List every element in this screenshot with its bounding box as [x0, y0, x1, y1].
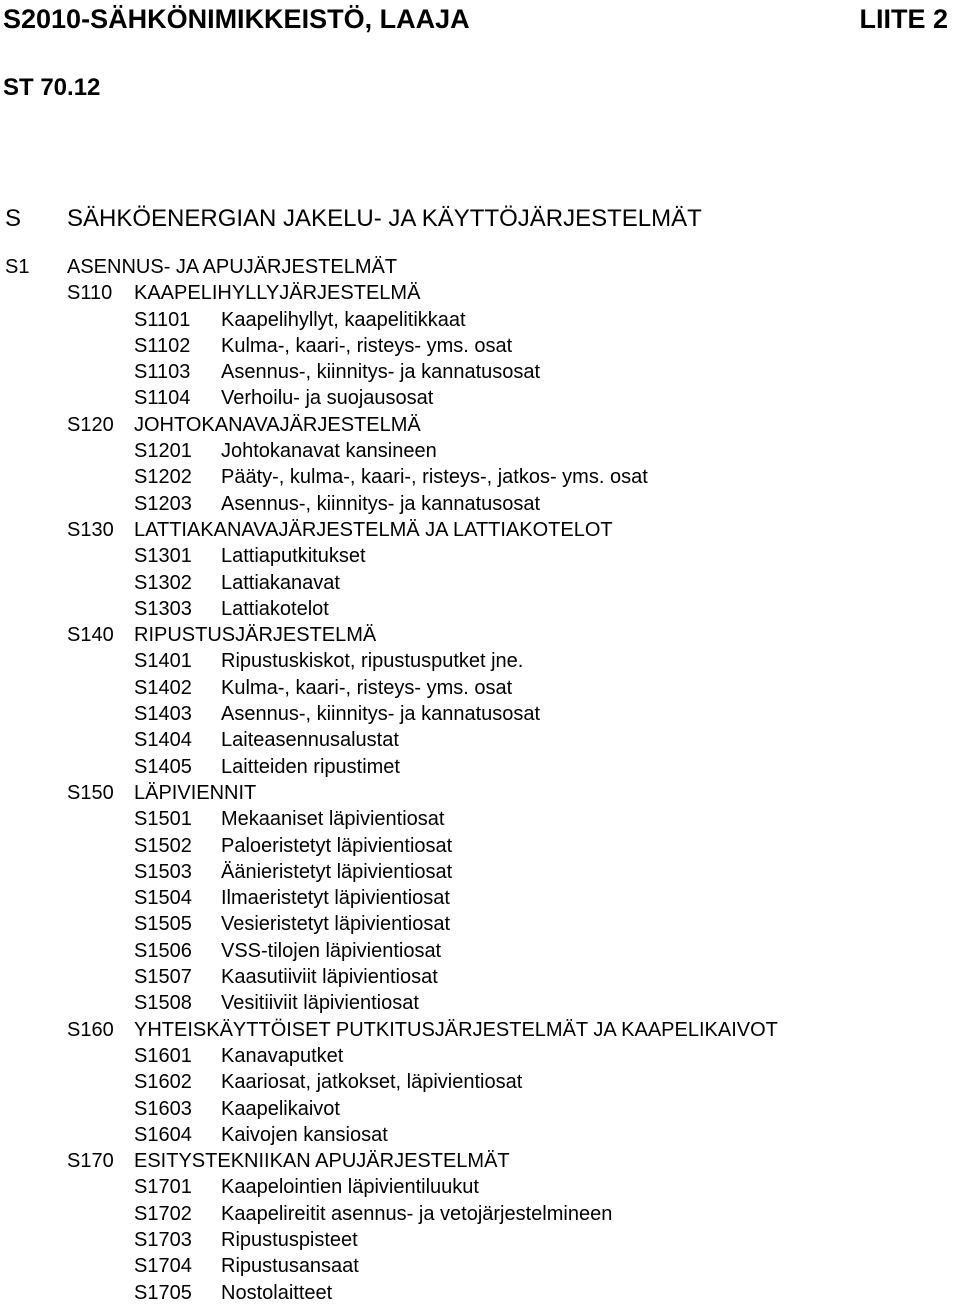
item-row	[0, 359, 960, 385]
item-label: LATTIAKANAVAJÄRJESTELMÄ JA LATTIAKOTELOT	[134, 518, 613, 541]
item-label: Kaapelihyllyt, kaapelitikkaat	[221, 308, 466, 331]
item-code: S1504	[134, 887, 192, 910]
item-row	[0, 754, 960, 780]
item-label: YHTEISKÄYTTÖISET PUTKITUSJÄRJESTELMÄT JA KAAPELIKAIVOT	[134, 1018, 778, 1041]
item-label: Äänieristetyt läpivientiosat	[221, 860, 453, 883]
item-code: S1604	[134, 1123, 192, 1146]
item-code: S1403	[134, 703, 192, 726]
group-row	[0, 622, 960, 648]
item-label: Asennus-, kiinnitys- ja kannatusosat	[221, 492, 541, 515]
item-label: ASENNUS- JA APUJÄRJESTELMÄT	[67, 256, 398, 278]
item-code: S1503	[134, 860, 192, 883]
item-row	[0, 833, 960, 859]
item-code: S160	[67, 1018, 114, 1041]
item-label: Laitteiden ripustimet	[221, 755, 400, 778]
item-code: S120	[67, 413, 114, 436]
item-row	[0, 727, 960, 753]
item-label: Johtokanavat kansineen	[221, 440, 437, 463]
item-code: S1201	[134, 440, 192, 463]
item-code: S1508	[134, 992, 192, 1015]
item-label: Mekaaniset läpivientiosat	[221, 808, 445, 831]
item-label: Paloeristetyt läpivientiosat	[221, 834, 453, 857]
item-label: Kulma-, kaari-, risteys- yms. osat	[221, 676, 513, 699]
item-code: S1301	[134, 545, 192, 568]
item-label: Laiteasennusalustat	[221, 729, 399, 752]
item-label: LÄPIVIENNIT	[134, 781, 257, 804]
group-row	[0, 1017, 960, 1043]
item-code: S1702	[134, 1202, 192, 1225]
item-code: S1502	[134, 834, 192, 857]
item-code: S1405	[134, 755, 192, 778]
item-label: Nostolaitteet	[221, 1281, 333, 1304]
item-label: Kanavaputket	[221, 1044, 344, 1067]
item-code: S1603	[134, 1097, 192, 1120]
item-label: KAAPELIHYLLYJÄRJESTELMÄ	[134, 282, 421, 305]
item-code: S1507	[134, 966, 192, 989]
item-label: Lattiakotelot	[221, 597, 329, 620]
item-code: S1703	[134, 1228, 192, 1251]
item-row	[0, 806, 960, 832]
item-label: Lattiaputkitukset	[221, 545, 366, 568]
item-label: Kaariosat, jatkokset, läpivientiosat	[221, 1071, 523, 1094]
standard-reference: ST 70.12	[3, 74, 101, 101]
group-row	[0, 780, 960, 806]
main-section-title: SÄHKÖENERGIAN JAKELU- JA KÄYTTÖJÄRJESTELMÄT	[67, 205, 702, 232]
item-label: Kaapelointien läpivientiluukut	[221, 1176, 479, 1199]
item-row	[0, 911, 960, 937]
item-row	[0, 859, 960, 885]
item-code: S1701	[134, 1176, 192, 1199]
item-label: Vesitiiviit läpivientiosat	[221, 992, 419, 1015]
group-row	[0, 517, 960, 543]
item-code: S1203	[134, 492, 192, 515]
item-row	[0, 491, 960, 517]
item-code: S170	[67, 1150, 114, 1173]
item-code: S1101	[134, 308, 191, 331]
item-row	[0, 1280, 960, 1306]
item-label: Ilmaeristetyt läpivientiosat	[221, 887, 450, 910]
item-label: Kaapelireitit asennus- ja vetojärjestelmineen	[221, 1202, 613, 1225]
item-label: Asennus-, kiinnitys- ja kannatusosat	[221, 361, 541, 384]
item-row	[0, 1122, 960, 1148]
item-row	[0, 675, 960, 701]
item-row	[0, 990, 960, 1016]
item-row	[0, 1201, 960, 1227]
item-row	[0, 438, 960, 464]
item-label: Ripustusansaat	[221, 1255, 359, 1278]
item-code: S1505	[134, 913, 192, 936]
item-row	[0, 1069, 960, 1095]
item-code: S1103	[134, 361, 191, 384]
item-code: S1102	[134, 334, 191, 357]
appendix-label: LIITE 2	[859, 4, 948, 34]
item-row	[0, 1043, 960, 1069]
item-row	[0, 464, 960, 490]
item-code: S150	[67, 781, 114, 804]
item-row	[0, 333, 960, 359]
item-label: Asennus-, kiinnitys- ja kannatusosat	[221, 703, 541, 726]
section-row	[0, 254, 960, 280]
item-label: Kaasutiiviit läpivientiosat	[221, 966, 438, 989]
item-code: S1506	[134, 939, 192, 962]
item-row	[0, 648, 960, 674]
item-code: S1602	[134, 1071, 192, 1094]
item-code: S1104	[134, 387, 191, 410]
item-label: Vesieristetyt läpivientiosat	[221, 913, 451, 936]
item-row	[0, 307, 960, 333]
item-label: Ripustuspisteet	[221, 1228, 358, 1251]
item-row	[0, 1174, 960, 1200]
group-row	[0, 280, 960, 306]
item-code: S1404	[134, 729, 192, 752]
item-row	[0, 938, 960, 964]
item-row	[0, 543, 960, 569]
document-header	[0, 0, 960, 40]
item-code: S1401	[134, 650, 192, 673]
item-row	[0, 1253, 960, 1279]
item-row	[0, 964, 960, 990]
item-label: VSS-tilojen läpivientiosat	[221, 939, 442, 962]
item-label: Ripustuskiskot, ripustusputket jne.	[221, 650, 524, 673]
group-row	[0, 412, 960, 438]
item-code: S1303	[134, 597, 192, 620]
item-label: Verhoilu- ja suojausosat	[221, 387, 434, 410]
item-code: S1704	[134, 1255, 192, 1278]
item-code: S1202	[134, 466, 192, 489]
item-code: S1705	[134, 1281, 192, 1304]
item-row	[0, 701, 960, 727]
item-code: S140	[67, 624, 114, 647]
item-row	[0, 885, 960, 911]
item-code: S1302	[134, 571, 192, 594]
item-row	[0, 596, 960, 622]
main-section-code: S	[5, 205, 22, 232]
item-label: Kulma-, kaari-, risteys- yms. osat	[221, 334, 513, 357]
item-row	[0, 570, 960, 596]
item-code: S1601	[134, 1044, 192, 1067]
item-code: S1402	[134, 676, 192, 699]
nomenclature-outline	[0, 254, 960, 1306]
group-row	[0, 1148, 960, 1174]
item-label: Kaapelikaivot	[221, 1097, 340, 1120]
item-row	[0, 1096, 960, 1122]
item-label: ESITYSTEKNIIKAN APUJÄRJESTELMÄT	[134, 1150, 510, 1173]
document-title: S2010-SÄHKÖNIMIKKEISTÖ, LAAJA	[3, 4, 470, 34]
item-code: S1	[5, 256, 30, 278]
item-label: Kaivojen kansiosat	[221, 1123, 388, 1146]
item-row	[0, 385, 960, 411]
item-label: JOHTOKANAVAJÄRJESTELMÄ	[134, 413, 421, 436]
item-label: Pääty-, kulma-, kaari-, risteys-, jatkos- yms. osat	[221, 466, 648, 489]
item-label: Lattiakanavat	[221, 571, 340, 594]
item-label: RIPUSTUSJÄRJESTELMÄ	[134, 624, 377, 647]
item-code: S130	[67, 518, 114, 541]
item-code: S110	[67, 282, 113, 305]
item-row	[0, 1227, 960, 1253]
item-code: S1501	[134, 808, 192, 831]
